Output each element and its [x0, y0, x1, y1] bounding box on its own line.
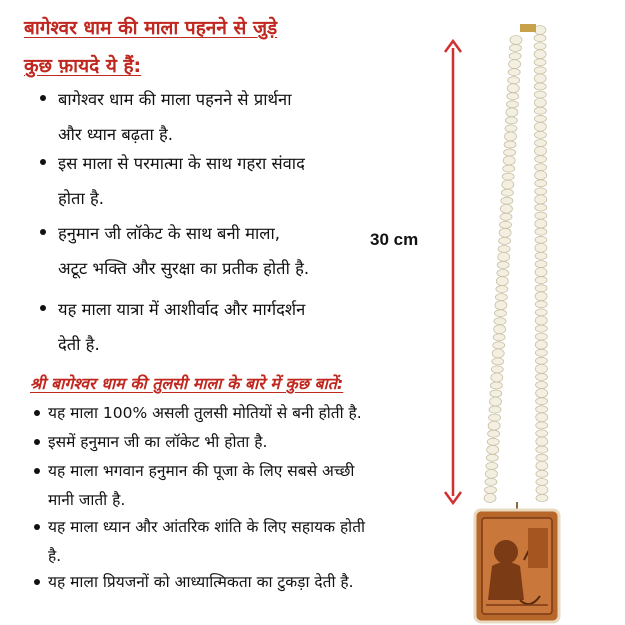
bead [535, 268, 547, 277]
bead [536, 430, 548, 437]
bead [487, 438, 499, 445]
bead [492, 349, 504, 358]
heading-title-line1: बागेश्वर धाम की माला पहनने से जुड़े [24, 17, 278, 39]
list-item [48, 399, 362, 428]
bead [509, 60, 521, 69]
bead [535, 285, 547, 292]
bead [510, 36, 522, 45]
bead [507, 84, 519, 93]
bead [504, 141, 516, 148]
list-item-text: यह माला यात्रा में आशीर्वाद और मार्गदर्शन [58, 300, 306, 319]
list-item-text: यह माला प्रियजनों को आध्यात्मिकता का टुकड़ा देती है. [48, 573, 354, 591]
bead [498, 252, 510, 261]
bead [508, 77, 520, 84]
bead [535, 261, 547, 268]
bead [534, 107, 546, 114]
bead [510, 45, 522, 52]
bead [534, 43, 546, 50]
bead [535, 212, 547, 219]
list-item-continuation: देती है. [58, 335, 100, 354]
bead [503, 165, 515, 172]
bead [535, 340, 547, 349]
bead [534, 131, 546, 138]
bead [485, 487, 497, 494]
list-item-continuation: होता है. [58, 189, 104, 208]
bead [534, 98, 546, 107]
bead [536, 382, 548, 389]
bead [498, 245, 510, 252]
bead [536, 461, 548, 470]
list-item [48, 428, 267, 457]
bead [486, 454, 498, 461]
bead [534, 83, 546, 90]
bead [491, 373, 503, 382]
bead [489, 406, 501, 413]
bead [495, 310, 507, 317]
bead [509, 53, 521, 60]
bead [506, 108, 518, 117]
bead [535, 156, 547, 163]
bead [535, 188, 547, 195]
bead [535, 164, 547, 171]
bead [535, 364, 547, 373]
bead [536, 406, 548, 413]
bead [535, 333, 547, 340]
bead [506, 101, 518, 108]
bead [505, 132, 517, 141]
bead [501, 197, 513, 204]
list-item-text: इस माला से परमात्मा के साथ गहरा संवाद [58, 154, 305, 173]
bead [490, 390, 502, 397]
bead [535, 236, 547, 243]
bead [534, 67, 546, 74]
bead [535, 171, 547, 180]
bead [488, 421, 500, 430]
bead [505, 125, 517, 132]
clasp [520, 24, 536, 32]
bead [503, 156, 515, 165]
bead [534, 74, 546, 83]
hanuman-locket-icon [475, 510, 559, 622]
bead [536, 454, 548, 461]
bead [486, 462, 498, 469]
bead [502, 173, 514, 180]
bead [494, 325, 506, 334]
bead [505, 117, 517, 124]
bead [536, 413, 548, 422]
bead [500, 204, 512, 213]
bead [536, 478, 548, 485]
bead [495, 301, 507, 310]
bead [535, 195, 547, 204]
bead [535, 147, 547, 156]
bead [484, 494, 496, 503]
list-item [58, 216, 309, 286]
bead [535, 204, 547, 211]
bead [488, 430, 500, 437]
list-item-continuation: मानी जाती है. [48, 491, 126, 509]
bead [536, 398, 548, 405]
list-item [48, 457, 354, 515]
bead [499, 228, 511, 237]
bead [485, 469, 497, 478]
list-item-continuation: है. [48, 547, 62, 565]
bead [536, 389, 548, 398]
list-item-text: यह माला भगवान हनुमान की पूजा के लिए सबसे अच्छी [48, 462, 355, 480]
bead [536, 446, 548, 453]
list-item [58, 146, 305, 216]
bead [496, 286, 508, 293]
bead [534, 35, 546, 42]
bead [490, 397, 502, 406]
bead [507, 93, 519, 100]
bead [499, 237, 511, 244]
bead [493, 334, 505, 341]
tulsi-beads [484, 24, 548, 503]
bead [501, 189, 513, 196]
list-item [48, 568, 354, 597]
list-item [58, 292, 305, 362]
bead [536, 374, 548, 381]
list-item [48, 513, 365, 571]
bead [534, 91, 546, 98]
bead [536, 422, 548, 429]
double-arrow-icon [440, 38, 466, 506]
bead [534, 59, 546, 66]
bead [489, 414, 501, 421]
bead [500, 213, 512, 220]
list-item [58, 82, 291, 152]
bead [504, 149, 516, 156]
bead [534, 122, 546, 131]
list-item-text: बागेश्वर धाम की माला पहनने से प्रार्थना [58, 90, 292, 109]
bead [535, 252, 547, 259]
list-item-continuation: अटूट भक्ति और सुरक्षा का प्रतीक होती है. [58, 259, 310, 278]
heading-title-line2: कुछ फ़ायदे ये हैं: [24, 55, 142, 77]
bead [496, 277, 508, 286]
list-item-continuation: और ध्यान बढ़ता है. [58, 125, 173, 144]
bead [497, 262, 509, 269]
bead [535, 357, 547, 364]
bead [494, 318, 506, 325]
bead [535, 228, 547, 235]
list-item-text: इसमें हनुमान जी का लॉकेट भी होता है. [48, 433, 268, 451]
bead [508, 69, 520, 76]
bead [536, 495, 548, 502]
list-item-text: यह माला 100% असली तुलसी मोतियों से बनी होती है. [48, 404, 362, 422]
heading-section2: श्री बागेश्वर धाम की तुलसी माला के बारे में कुछ बातें: [30, 374, 344, 393]
bead [535, 140, 547, 147]
bead [500, 221, 512, 228]
bead [487, 445, 499, 454]
list-item-text: हनुमान जी लॉकेट के साथ बनी माला, [58, 224, 280, 243]
measurement-label: 30 cm [370, 230, 419, 249]
bead [491, 366, 503, 373]
bead [492, 358, 504, 365]
bead [495, 294, 507, 301]
bead [536, 437, 548, 446]
bead [535, 277, 547, 284]
bead [535, 292, 547, 301]
bead [535, 349, 547, 356]
bead [485, 478, 497, 485]
bead [535, 316, 547, 325]
bead [535, 301, 547, 308]
bead [535, 243, 547, 252]
bead [502, 180, 514, 189]
bead [535, 180, 547, 187]
bead [534, 50, 546, 59]
bead [536, 470, 548, 477]
bead [535, 219, 547, 228]
list-item-text: यह माला ध्यान और आंतरिक शांति के लिए सहायक होती [48, 518, 366, 536]
necklace-image [470, 0, 625, 625]
bead [490, 382, 502, 389]
bead [535, 309, 547, 316]
bead [535, 325, 547, 332]
bead [497, 270, 509, 277]
bead [534, 115, 546, 122]
bead [536, 485, 548, 494]
bead [493, 342, 505, 349]
